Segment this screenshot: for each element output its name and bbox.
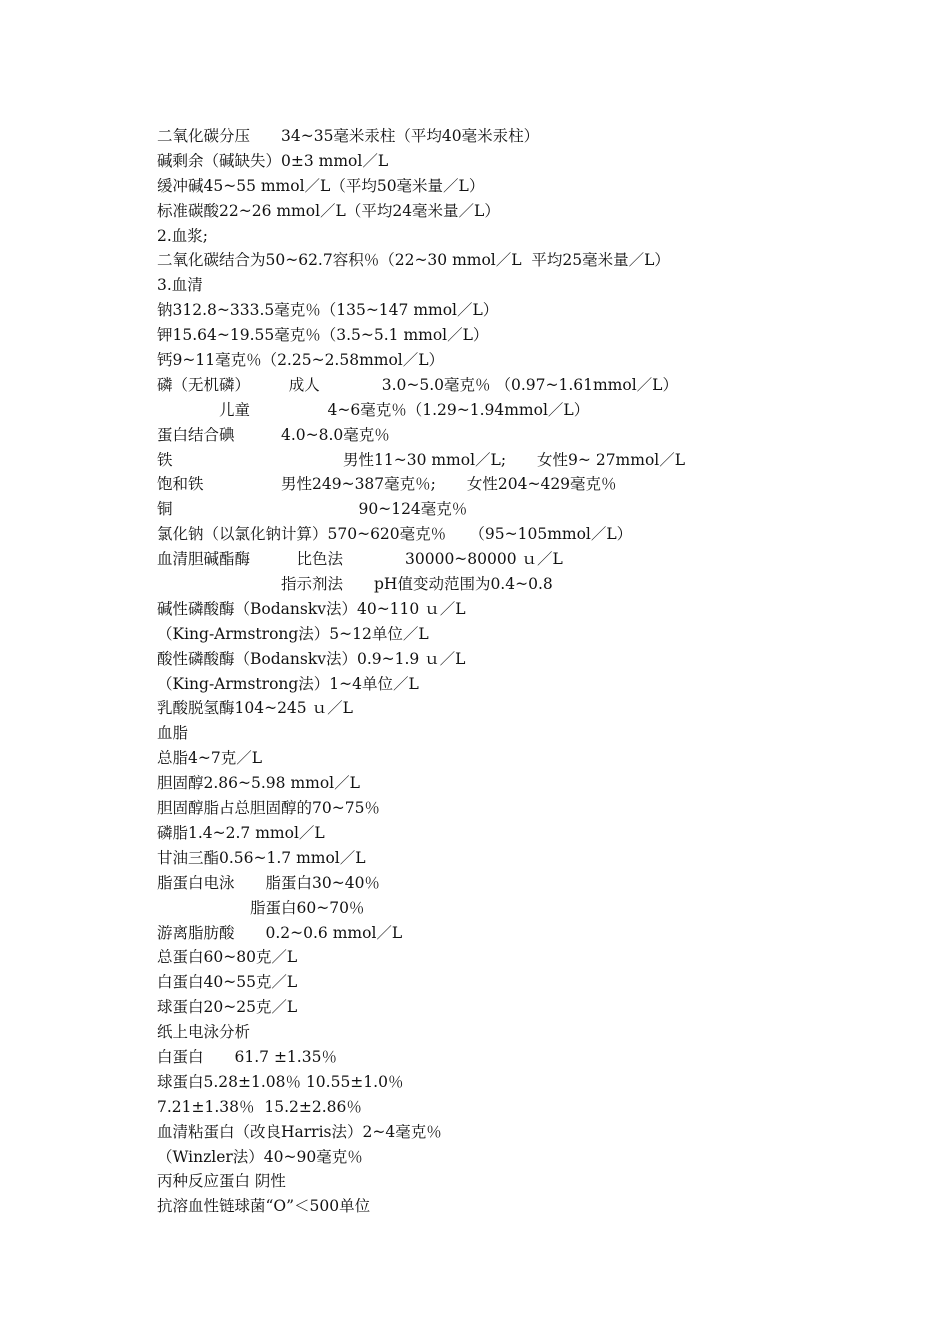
- text-line: 二氧化碳分压 34~35毫米汞柱（平均40毫米汞柱）: [157, 127, 540, 145]
- text-line: 球蛋白5.28±1.08％ 10.55±1.0％: [157, 1072, 404, 1091]
- text-line: 碱性磷酸酶（Bodanskv法）40~110 ｕ／L: [157, 599, 466, 618]
- text-line: 总脂4~7克／L: [157, 749, 263, 768]
- text-line: 氯化钠（以氯化钠计算）570~620毫克％ （95~105mmol／L）: [157, 525, 633, 544]
- section-heading: 血脂: [157, 724, 189, 743]
- text-line: 乳酸脱氢酶104~245 ｕ／L: [157, 699, 353, 718]
- section-heading: 纸上电泳分析: [157, 1023, 251, 1042]
- text-line: 碱剩余（碱缺失）0±3 mmol／L: [157, 151, 389, 170]
- text-line: 钙9~11毫克％（2.25~2.58mmol／L）: [157, 351, 445, 370]
- text-line: 血清粘蛋白（改良Harris法）2~4毫克％: [157, 1122, 442, 1141]
- section-heading: 2.血浆;: [157, 226, 209, 245]
- text-line: 胆固醇脂占总胆固醇的70~75％: [157, 799, 380, 818]
- text-line: （King-Armstrong法）1~4单位／L: [157, 674, 419, 693]
- text-line: 甘油三酯0.56~1.7 mmol／L: [157, 848, 366, 867]
- text-line: 指示剂法 pH值变动范围为0.4~0.8: [157, 575, 553, 594]
- document-body: [157, 124, 837, 1219]
- text-line: （King-Armstrong法）5~12单位／L: [157, 624, 429, 643]
- text-line: 铁 男性11~30 mmol／L; 女性9~ 27mmol／L: [157, 450, 686, 469]
- text-line: 钠312.8~333.5毫克％（135~147 mmol／L）: [157, 301, 499, 320]
- text-line: 游离脂肪酸 0.2~0.6 mmol／L: [157, 923, 403, 942]
- text-line: 儿童 4~6毫克％（1.29~1.94mmol／L）: [157, 400, 590, 419]
- text-line: 蛋白结合碘 4.0~8.0毫克％: [157, 425, 390, 444]
- text-line: 胆固醇2.86~5.98 mmol／L: [157, 774, 360, 793]
- text-line: 二氧化碳结合为50~62.7容积％（22~30 mmol／L 平均25毫米量／L）: [157, 251, 670, 270]
- text-line: 抗溶血性链球菌“O”＜500单位: [157, 1197, 371, 1216]
- text-line: 7.21±1.38％ 15.2±2.86％: [157, 1097, 362, 1116]
- text-line: 铜 90~124毫克％: [157, 500, 468, 519]
- text-line: 酸性磷酸酶（Bodanskv法）0.9~1.9 ｕ／L: [157, 649, 466, 668]
- text-line: （Winzler法）40~90毫克％: [157, 1147, 363, 1166]
- text-line: 标准碳酸22~26 mmol／L（平均24毫米量／L）: [157, 201, 500, 220]
- text-line: 脂蛋白60~70％: [157, 898, 365, 917]
- text-line: 磷脂1.4~2.7 mmol／L: [157, 823, 325, 842]
- text-line: 丙种反应蛋白 阴性: [157, 1172, 286, 1191]
- text-line: 脂蛋白电泳 脂蛋白30~40％: [157, 873, 380, 892]
- text-line: 磷（无机磷） 成人 3.0~5.0毫克％ （0.97~1.61mmol／L）: [157, 375, 678, 394]
- text-line: 缓冲碱45~55 mmol／L（平均50毫米量／L）: [157, 176, 485, 195]
- text-line: 白蛋白 61.7 ±1.35％: [157, 1047, 337, 1066]
- section-heading: 3.血清: [157, 276, 203, 295]
- text-line: 球蛋白20~25克／L: [157, 998, 298, 1017]
- text-line: 白蛋白40~55克／L: [157, 973, 298, 992]
- text-line: 总蛋白60~80克／L: [157, 948, 298, 967]
- text-line: 钾15.64~19.55毫克％（3.5~5.1 mmol／L）: [157, 326, 489, 345]
- text-line: 饱和铁 男性249~387毫克％; 女性204~429毫克％: [157, 475, 617, 494]
- text-line: 血清胆碱酯酶 比色法 30000~80000 ｕ／L: [157, 550, 563, 569]
